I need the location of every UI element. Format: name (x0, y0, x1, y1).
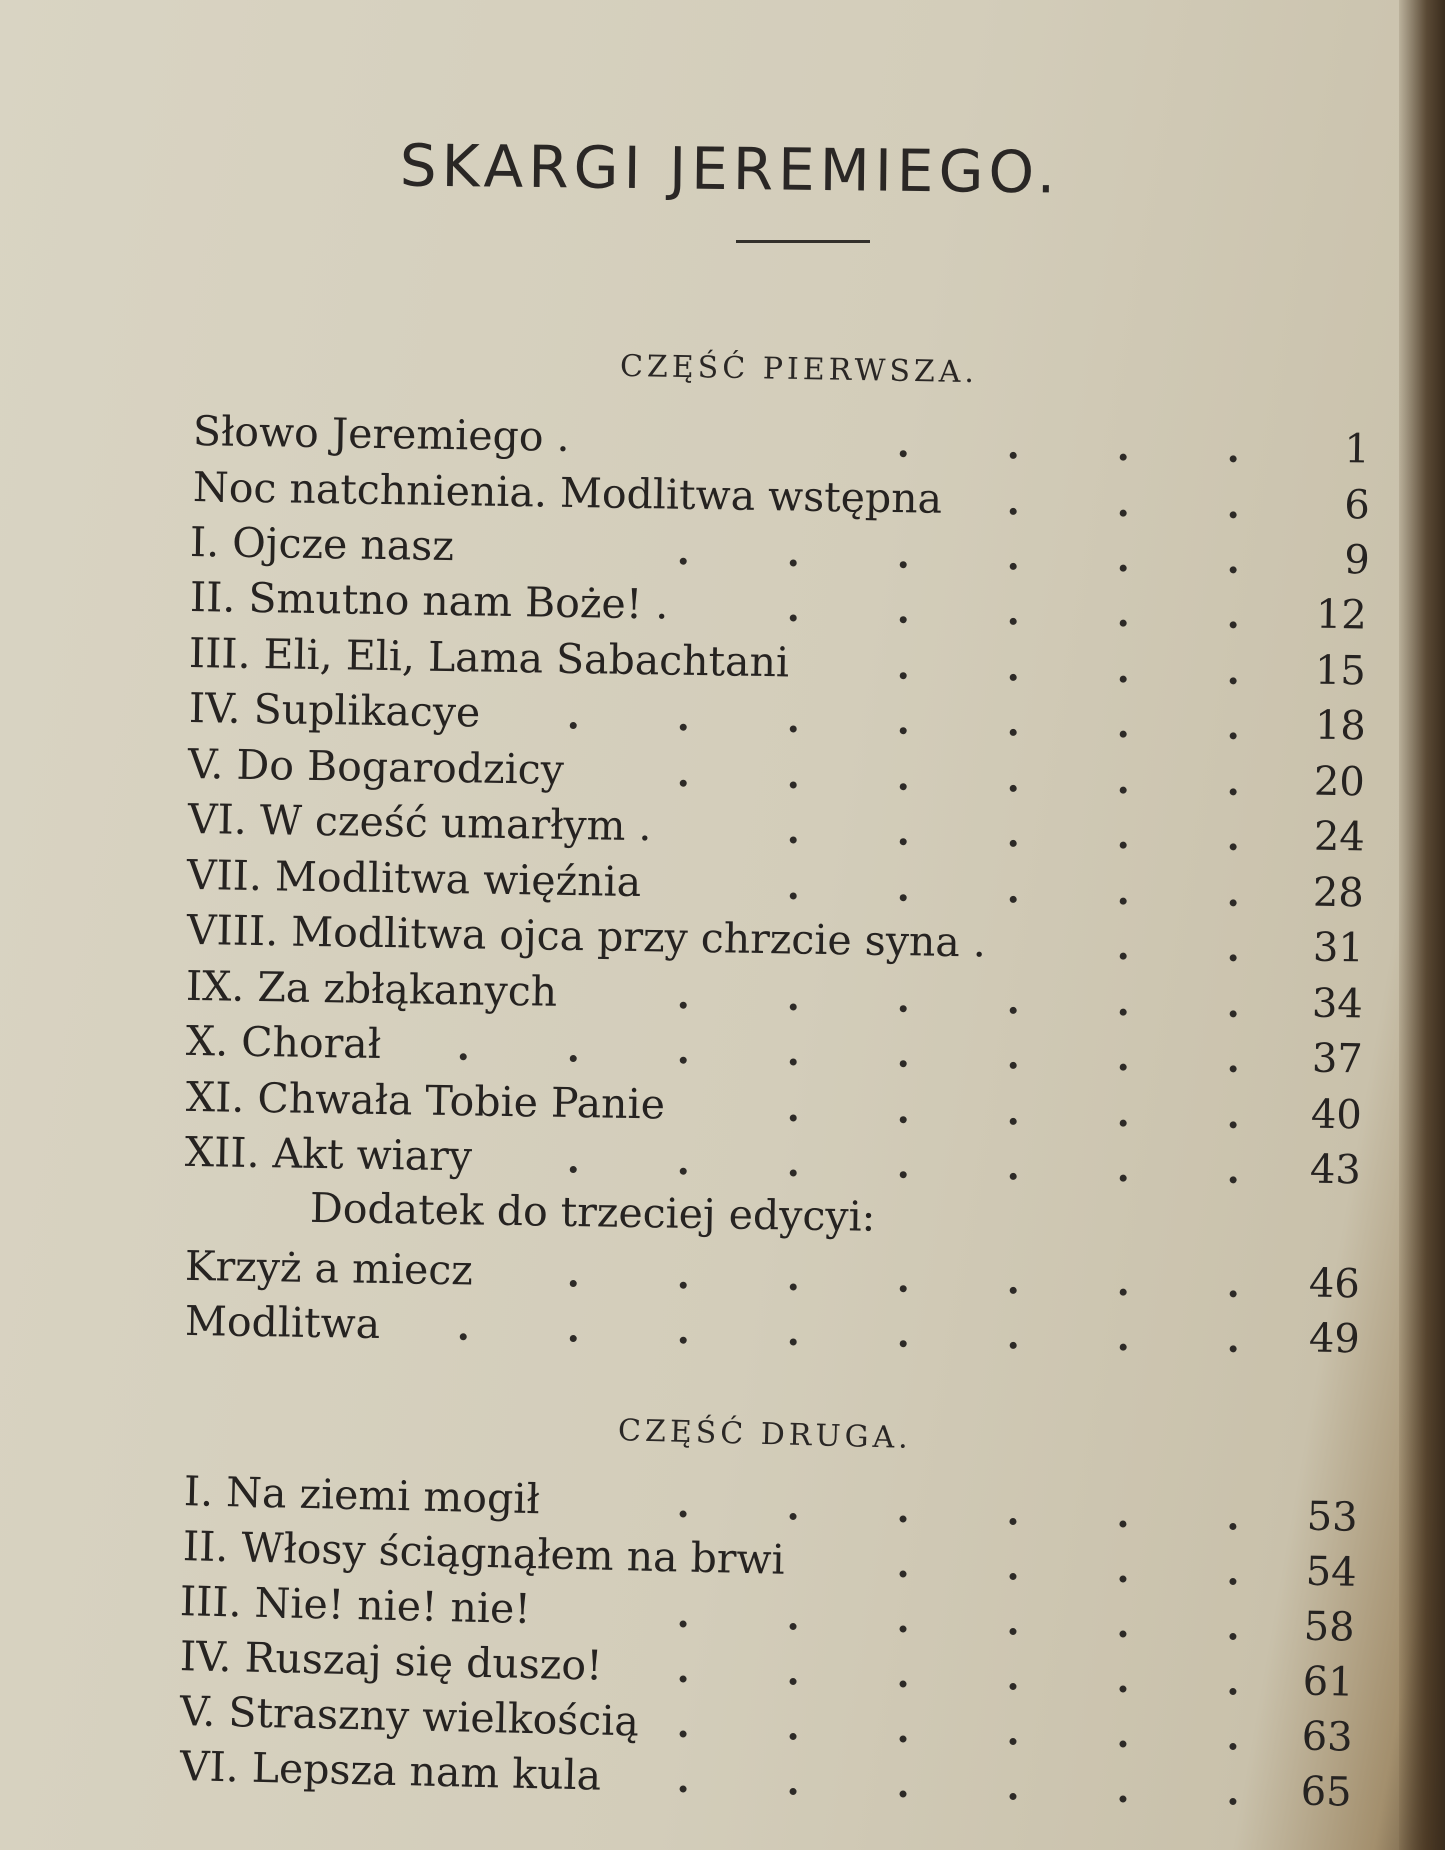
dot-leader (520, 1132, 1271, 1194)
leader-dot (1120, 1175, 1127, 1182)
leader-dot (790, 1058, 797, 1065)
toc-entry-title: XII. Akt wiary (184, 1127, 473, 1181)
leader-dot (1009, 1738, 1016, 1745)
dot-leader (430, 1300, 1271, 1363)
dot-leader (770, 581, 1271, 639)
leader-dot (1230, 677, 1237, 684)
toc-entry-title: Modlitwa (184, 1296, 381, 1348)
leader-dot (680, 1168, 687, 1175)
leader-dot (1009, 1793, 1016, 1800)
toc-entry-title: II. Włosy ściągnąłem na brwi (182, 1522, 786, 1584)
leader-dot (1119, 1740, 1126, 1747)
leader-dot (460, 1053, 467, 1060)
leader-dot (790, 1169, 797, 1176)
leader-dot (1120, 842, 1127, 849)
toc-entry-title: I. Na ziemi mogił (183, 1467, 541, 1524)
leader-dot (1120, 454, 1127, 461)
dot-leader (550, 689, 1271, 750)
toc-entry-page: 15 (1314, 647, 1367, 695)
toc-entry-page: 9 (1344, 537, 1371, 584)
toc-entry-page: 12 (1315, 591, 1368, 639)
dot-leader (649, 1642, 1270, 1706)
leader-dot (1010, 1342, 1017, 1349)
toc-entry-page: 31 (1312, 924, 1365, 972)
leader-dot (680, 558, 687, 565)
toc-entry-page: 40 (1310, 1091, 1363, 1139)
leader-dot (679, 1510, 686, 1517)
leader-dot (900, 1340, 907, 1347)
dot-leader (1099, 919, 1270, 972)
dot-leader (619, 1586, 1270, 1651)
leader-dot (1010, 785, 1017, 792)
leader-dot (1120, 676, 1127, 683)
dot-leader (760, 1081, 1271, 1139)
toc-entry-title: Krzyż a miecz (184, 1241, 474, 1295)
dot-leader (619, 1476, 1270, 1541)
toc-entry-title: IV. Suplikacye (188, 683, 481, 737)
leader-dot (900, 616, 907, 623)
toc-entry-title: III. Eli, Eli, Lama Sabachtani (188, 628, 790, 687)
toc-entry-page: 58 (1303, 1603, 1356, 1651)
leader-dot (1230, 1290, 1237, 1297)
leader-dot (1120, 1009, 1127, 1016)
toc-entry-page: 20 (1313, 758, 1366, 806)
toc-entry-page: 37 (1311, 1035, 1364, 1083)
leader-dot (1230, 954, 1237, 961)
dot-leader (760, 803, 1271, 861)
leader-dot (790, 559, 797, 566)
dot-leader (660, 746, 1271, 806)
leader-dot (790, 781, 797, 788)
leader-dot (1229, 1688, 1236, 1695)
leader-dot (900, 1171, 907, 1178)
leader-dot (900, 672, 907, 679)
leader-dot (790, 836, 797, 843)
leader-dot (680, 1057, 687, 1064)
leader-dot (1010, 618, 1017, 625)
leader-dot (900, 1116, 907, 1123)
toc-entry-title: IV. Ruszaj się duszo! (179, 1632, 604, 1690)
leader-dot (1009, 1518, 1016, 1525)
toc-entry-page: 65 (1300, 1768, 1353, 1816)
leader-dot (1120, 787, 1127, 794)
leader-dot (680, 1282, 687, 1289)
part-two-heading: CZĘŚĆ DRUGA. (617, 1413, 913, 1456)
leader-dot (789, 1623, 796, 1630)
leader-dot (790, 892, 797, 899)
leader-dot (680, 1337, 687, 1344)
toc-entry-page: 53 (1306, 1493, 1359, 1541)
addendum-heading: Dodatek do trzeciej edycyi: (309, 1183, 876, 1241)
leader-dot (1010, 1062, 1017, 1069)
leader-dot (1010, 508, 1017, 515)
toc-entry-page: 54 (1305, 1548, 1358, 1596)
toc-entry-title: III. Nie! nie! nie! (179, 1577, 532, 1634)
leader-dot (899, 1735, 906, 1742)
leader-dot (1120, 1120, 1127, 1127)
dot-leader (530, 1246, 1271, 1308)
leader-dot (680, 780, 687, 787)
leader-dot (1230, 899, 1237, 906)
leader-dot (1009, 1683, 1016, 1690)
leader-dot (1010, 729, 1017, 736)
leader-dot (460, 1333, 467, 1340)
leader-dot (1120, 731, 1127, 738)
dot-leader (800, 416, 1271, 473)
toc-entry-page: 18 (1314, 702, 1367, 750)
leader-dot (1010, 840, 1017, 847)
leader-dot (1120, 953, 1127, 960)
toc-entry-title: I. Ojcze nasz (189, 517, 455, 571)
leader-dot (789, 1513, 796, 1520)
leader-dot (1010, 896, 1017, 903)
toc-entry-page: 24 (1313, 813, 1366, 861)
leader-dot (1119, 1685, 1126, 1692)
dot-leader (889, 639, 1270, 695)
leader-dot (570, 1166, 577, 1173)
leader-dot (1120, 510, 1127, 517)
leader-dot (679, 1675, 686, 1682)
toc-entry-title: V. Straszny wielkością (179, 1687, 640, 1746)
part-one-heading: CZĘŚĆ PIERWSZA. (619, 348, 979, 391)
toc-entry-page: 61 (1302, 1658, 1355, 1706)
leader-dot (789, 1733, 796, 1740)
leader-dot (679, 1620, 686, 1627)
toc-entry-page: 6 (1344, 482, 1371, 529)
toc-entry-title: V. Do Bogarodzicy (187, 739, 565, 794)
leader-dot (679, 1785, 686, 1792)
leader-dot (1230, 455, 1237, 462)
leader-dot (1230, 1345, 1237, 1352)
leader-dot (1230, 1176, 1237, 1183)
dot-leader (650, 968, 1271, 1028)
leader-dot (1010, 1287, 1017, 1294)
leader-dot (899, 1570, 906, 1577)
dot-leader (859, 1537, 1270, 1596)
leader-dot (900, 1285, 907, 1292)
leader-dot (900, 894, 907, 901)
leader-dot (900, 450, 907, 457)
leader-dot (790, 725, 797, 732)
leader-dot (1229, 1523, 1236, 1530)
leader-dot (1230, 621, 1237, 628)
leader-dot (1010, 1173, 1017, 1180)
leader-dot (680, 724, 687, 731)
leader-dot (900, 783, 907, 790)
leader-dot (1120, 620, 1127, 627)
leader-dot (1119, 1630, 1126, 1637)
leader-dot (900, 727, 907, 734)
toc-entry-title: VI. W cześć umarłym . (187, 794, 652, 851)
leader-dot (1010, 1007, 1017, 1014)
toc-entry-page: 63 (1301, 1713, 1354, 1761)
leader-dot (680, 1002, 687, 1009)
leader-dot (1120, 1064, 1127, 1071)
toc-entry-page: 34 (1311, 980, 1364, 1028)
leader-dot (679, 1730, 686, 1737)
leader-dot (1009, 1628, 1016, 1635)
leader-dot (899, 1790, 906, 1797)
leader-dot (1230, 1010, 1237, 1017)
leader-dot (1119, 1795, 1126, 1802)
leader-dot (1229, 1633, 1236, 1640)
leader-dot (1010, 452, 1017, 459)
leader-dot (1120, 898, 1127, 905)
leader-dot (1229, 1578, 1236, 1585)
leader-dot (790, 1114, 797, 1121)
dot-leader (1009, 475, 1270, 529)
dot-leader (680, 525, 1271, 584)
leader-dot (570, 1280, 577, 1287)
toc-entry-title: VIII. Modlitwa ojca przy chrzcie syna . (186, 905, 987, 967)
leader-dot (1230, 732, 1237, 739)
leader-dot (900, 1060, 907, 1067)
leader-dot (900, 561, 907, 568)
dot-leader (619, 1751, 1270, 1816)
toc-entry-title: VII. Modlitwa więźnia (186, 850, 642, 907)
leader-dot (899, 1515, 906, 1522)
toc-entry-title: X. Chorał (185, 1016, 382, 1068)
leader-dot (899, 1625, 906, 1632)
dot-leader (440, 1020, 1271, 1083)
title-rule (736, 240, 870, 243)
toc-entry-title: VI. Lepsza nam kula (179, 1742, 602, 1800)
toc-entry-title: Noc natchnienia. Modlitwa wstępna (192, 463, 943, 523)
toc-entry-page: 28 (1312, 869, 1365, 917)
leader-dot (1010, 563, 1017, 570)
leader-dot (900, 838, 907, 845)
leader-dot (790, 614, 797, 621)
page-title: SKARGI JEREMIEGO. (399, 131, 1061, 207)
leader-dot (899, 1680, 906, 1687)
dot-leader (790, 859, 1271, 917)
leader-dot (1009, 1573, 1016, 1580)
leader-dot (1230, 566, 1237, 573)
leader-dot (1120, 1344, 1127, 1351)
leader-dot (790, 1003, 797, 1010)
leader-dot (789, 1678, 796, 1685)
leader-dot (1230, 788, 1237, 795)
toc-entry-title: II. Smutno nam Boże! . (189, 572, 669, 629)
leader-dot (570, 1335, 577, 1342)
toc-entry-page: 46 (1308, 1260, 1361, 1308)
leader-dot (570, 722, 577, 729)
toc-entry-page: 49 (1308, 1315, 1361, 1363)
leader-dot (1229, 1743, 1236, 1750)
toc-entry-page: 43 (1309, 1146, 1362, 1194)
leader-dot (1010, 1118, 1017, 1125)
toc-entry-page: 1 (1344, 426, 1371, 473)
leader-dot (1119, 1575, 1126, 1582)
leader-dot (790, 1338, 797, 1345)
leader-dot (1230, 511, 1237, 518)
leader-dot (1230, 843, 1237, 850)
leader-dot (789, 1788, 796, 1795)
leader-dot (1119, 1520, 1126, 1527)
toc-entry-title: Słowo Jeremiego . (192, 407, 570, 461)
leader-dot (1229, 1798, 1236, 1805)
toc-entry-title: XI. Chwała Tobie Panie (185, 1072, 666, 1129)
leader-dot (1120, 1289, 1127, 1296)
leader-dot (1230, 1121, 1237, 1128)
leader-dot (900, 1005, 907, 1012)
leader-dot (1010, 674, 1017, 681)
toc-entry-title: IX. Za zbłąkanych (185, 961, 558, 1016)
leader-dot (570, 1055, 577, 1062)
dot-leader (649, 1697, 1270, 1761)
leader-dot (1230, 1065, 1237, 1072)
leader-dot (1120, 565, 1127, 572)
leader-dot (790, 1283, 797, 1290)
